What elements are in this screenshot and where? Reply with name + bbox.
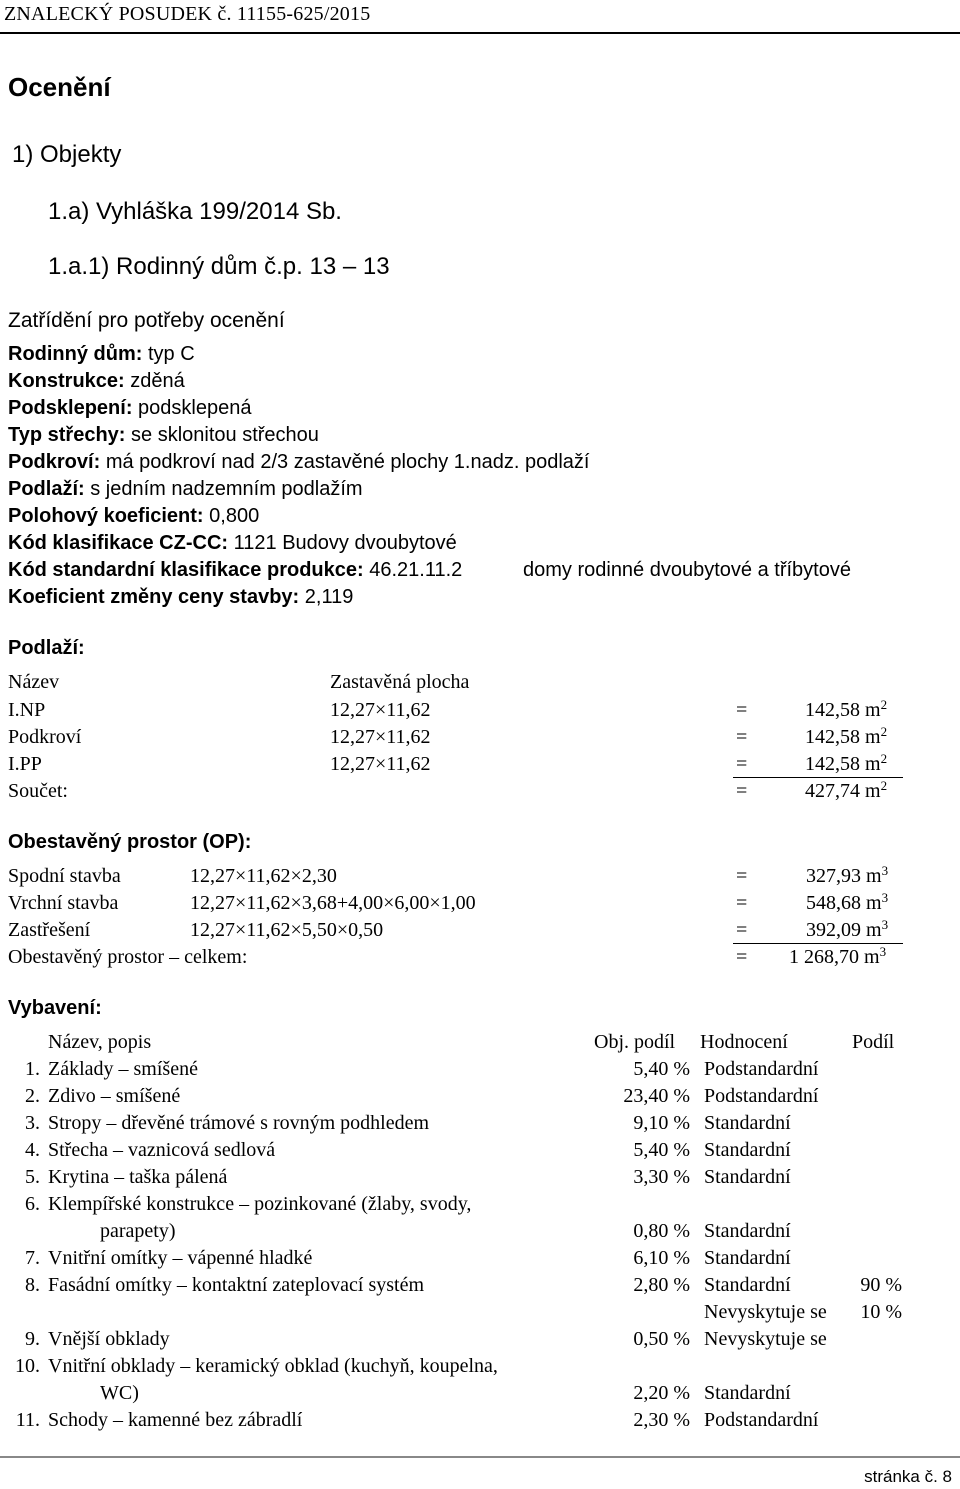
floor-formula: 12,27×11,62	[330, 699, 431, 721]
row-rating: Podstandardní	[704, 1085, 819, 1107]
classification-row: Podkroví: má podkroví nad 2/3 zastavěné plochy 1.nadz. podlaží	[8, 451, 590, 473]
classification-row: Podlaží: s jedním nadzemním podlažím	[8, 478, 363, 500]
volume-title: Obestavěný prostor (OP):	[8, 831, 252, 853]
volume-total-label: Obestavěný prostor – celkem:	[8, 946, 248, 968]
row-number: 11.	[15, 1409, 40, 1431]
classification-title: Zatřídění pro potřeby ocenění	[8, 309, 285, 332]
row-name-continuation: parapety)	[100, 1220, 176, 1242]
classification-row: Typ střechy: se sklonitou střechou	[8, 424, 319, 446]
section-title: Ocenění	[8, 72, 111, 102]
row-part: 90 %	[860, 1274, 902, 1296]
row-number: 7.	[25, 1247, 40, 1269]
equipment-col-share: Obj. podíl	[594, 1031, 676, 1053]
row-number: 10.	[15, 1355, 40, 1377]
page-number: stránka č. 8	[864, 1467, 952, 1486]
classification-row: Podsklepení: podsklepená	[8, 397, 252, 419]
equipment-col-name: Název, popis	[48, 1031, 152, 1053]
volume-value: 548,68 $m^3$	[806, 890, 889, 914]
row-number: 6.	[25, 1193, 40, 1215]
row-share: 3,30 %	[633, 1166, 690, 1188]
equipment-title: Vybavení:	[8, 997, 102, 1019]
floor-value: 142,58 $m^2$	[805, 697, 888, 721]
row-share: 5,40 %	[633, 1139, 690, 1161]
equals-sign: =	[736, 699, 748, 721]
row-rating: Standardní	[704, 1139, 791, 1161]
floor-name: I.NP	[8, 699, 46, 721]
volume-formula: 12,27×11,62×5,50×0,50	[190, 919, 384, 941]
volume-value: 392,09 $m^3$	[806, 917, 889, 941]
equals-sign: =	[736, 753, 748, 775]
sum-divider	[733, 777, 903, 778]
page-header	[0, 0, 960, 34]
equals-sign: =	[736, 946, 748, 968]
header-title: ZNALECKÝ POSUDEK č. 11155-625/2015	[4, 3, 371, 25]
row-number: 3.	[25, 1112, 40, 1134]
equals-sign: =	[736, 892, 748, 914]
row-rating: Standardní	[704, 1166, 791, 1188]
row-number: 8.	[25, 1274, 40, 1296]
floor-value: 142,58 $m^2$	[805, 751, 888, 775]
volume-formula: 12,27×11,62×2,30	[190, 865, 337, 887]
volume-name: Spodní stavba	[8, 865, 121, 887]
heading-regulation: 1.a) Vyhláška 199/2014 Sb.	[48, 198, 342, 225]
row-part-secondary: 10 %	[860, 1301, 902, 1323]
sum-divider	[733, 943, 903, 944]
floors-col-name: Název	[8, 671, 60, 693]
classification-row: Polohový koeficient: 0,800	[8, 505, 260, 527]
row-share: 0,80 %	[633, 1220, 690, 1242]
floor-value: 142,58 $m^2$	[805, 724, 888, 748]
row-share: 2,20 %	[633, 1382, 690, 1404]
floor-name: I.PP	[8, 753, 42, 775]
row-share: 5,40 %	[633, 1058, 690, 1080]
equals-sign: =	[736, 726, 748, 748]
classification-extra: domy rodinné dvoubytové a tříbytové	[523, 559, 851, 581]
row-name: Střecha – vaznicová sedlová	[48, 1139, 276, 1161]
volume-formula: 12,27×11,62×3,68+4,00×6,00×1,00	[190, 892, 476, 914]
classification-row: Konstrukce: zděná	[8, 370, 185, 392]
classification-row: Koeficient změny ceny stavby: 2,119	[8, 586, 354, 608]
volume-value: 327,93 $m^3$	[806, 863, 889, 887]
row-number: 5.	[25, 1166, 40, 1188]
row-rating: Nevyskytuje se	[704, 1328, 827, 1350]
row-name-continuation: WC)	[100, 1382, 139, 1404]
row-rating: Standardní	[704, 1112, 791, 1134]
row-number: 4.	[25, 1139, 40, 1161]
row-name: Stropy – dřevěné trámové s rovným podhledem	[48, 1112, 430, 1134]
row-name: Vnitřní obklady – keramický obklad (kuchyň, koupelna,	[48, 1355, 498, 1377]
floor-total-label: Součet:	[8, 780, 68, 802]
row-rating: Podstandardní	[704, 1409, 819, 1431]
row-name: Krytina – taška pálená	[48, 1166, 228, 1188]
equipment-col-rating: Hodnocení	[700, 1031, 788, 1053]
row-number: 2.	[25, 1085, 40, 1107]
row-number: 1.	[25, 1058, 40, 1080]
floor-formula: 12,27×11,62	[330, 726, 431, 748]
row-name: Fasádní omítky – kontaktní zateplovací systém	[48, 1274, 425, 1296]
row-share: 23,40 %	[623, 1085, 690, 1107]
footer-divider	[0, 1456, 960, 1458]
floors-col-area: Zastavěná plocha	[330, 671, 470, 693]
volume-name: Vrchní stavba	[8, 892, 119, 914]
classification-row: Rodinný dům: typ C	[8, 343, 195, 365]
row-name: Vnější obklady	[48, 1328, 170, 1350]
equals-sign: =	[736, 919, 748, 941]
row-name: Vnitřní omítky – vápenné hladké	[48, 1247, 313, 1269]
equals-sign: =	[736, 865, 748, 887]
floor-formula: 12,27×11,62	[330, 753, 431, 775]
floors-title: Podlaží:	[8, 637, 85, 659]
row-name: Klempířské konstrukce – pozinkované (žlaby, svody,	[48, 1193, 472, 1215]
floor-name: Podkroví	[8, 726, 82, 748]
volume-name: Zastřešení	[8, 919, 91, 941]
row-share: 2,80 %	[633, 1274, 690, 1296]
row-rating: Standardní	[704, 1382, 791, 1404]
row-share: 0,50 %	[633, 1328, 690, 1350]
row-rating-secondary: Nevyskytuje se	[704, 1301, 827, 1323]
row-rating: Standardní	[704, 1247, 791, 1269]
row-rating: Standardní	[704, 1220, 791, 1242]
classification-row: Kód standardní klasifikace produkce: 46.21.11.2	[8, 559, 463, 581]
row-share: 9,10 %	[633, 1112, 690, 1134]
volume-total-value: 1 268,70 $m^3$	[789, 944, 887, 968]
row-number: 9.	[25, 1328, 40, 1350]
equipment-col-part: Podíl	[852, 1031, 895, 1053]
equals-sign: =	[736, 780, 748, 802]
row-share: 2,30 %	[633, 1409, 690, 1431]
row-name: Základy – smíšené	[48, 1058, 198, 1080]
heading-building: 1.a.1) Rodinný dům č.p. 13 – 13	[48, 253, 390, 280]
row-rating: Podstandardní	[704, 1058, 819, 1080]
classification-row: Kód klasifikace CZ-CC: 1121 Budovy dvoubytové	[8, 532, 457, 554]
heading-objects: 1) Objekty	[12, 141, 122, 168]
floor-total-value: 427,74 $m^2$	[805, 778, 888, 802]
row-rating: Standardní	[704, 1274, 791, 1296]
row-name: Schody – kamenné bez zábradlí	[48, 1409, 303, 1431]
row-name: Zdivo – smíšené	[48, 1085, 181, 1107]
row-share: 6,10 %	[633, 1247, 690, 1269]
